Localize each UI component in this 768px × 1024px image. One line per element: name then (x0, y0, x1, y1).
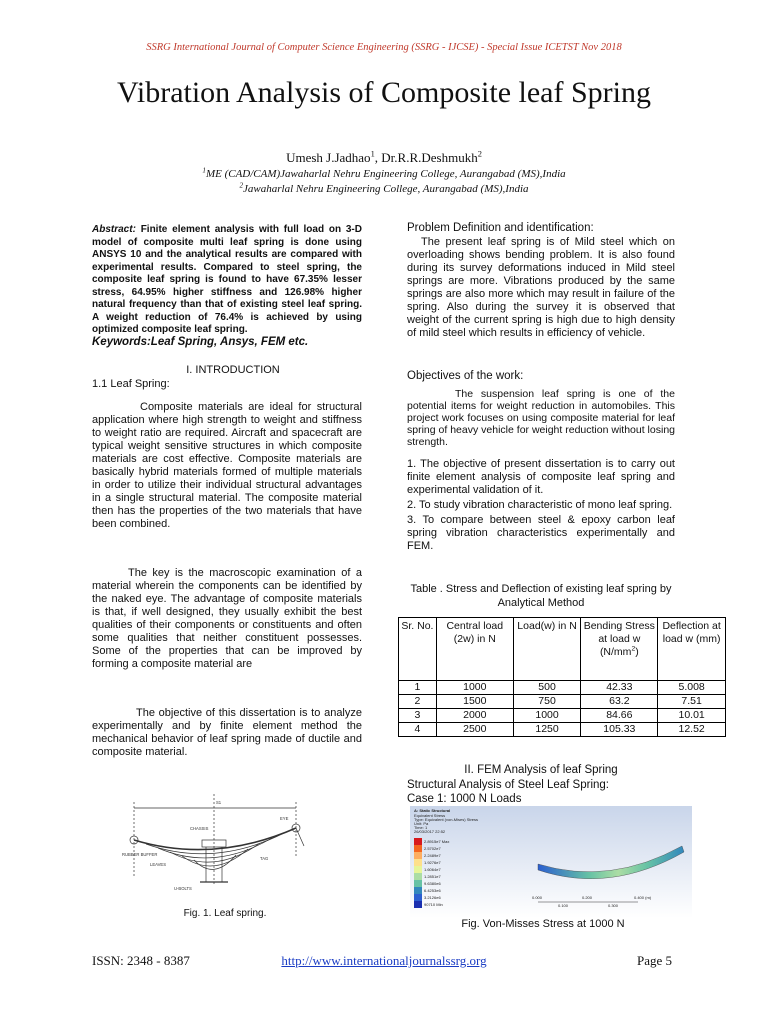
table-cell: 12.52 (658, 723, 726, 737)
affiliation-1-sup: 1 (202, 166, 206, 175)
label-chassis: CHASSIS (190, 826, 209, 831)
fem-subheading-structural: Structural Analysis of Steel Leaf Spring: (407, 779, 609, 791)
ansys-info-line: 26/03/2017 22:52 (414, 829, 446, 834)
author-1-sup: 1 (370, 148, 375, 159)
affiliation-2-sup: 2 (239, 181, 244, 190)
affiliation-2 (0, 183, 768, 195)
legend-label: 90710 Min (424, 902, 443, 907)
table-cell: 1000 (513, 709, 581, 723)
fem-subheadings (407, 778, 609, 806)
objectives-heading: Objectives of the work: (407, 370, 524, 382)
problem-heading: Problem Definition and identification: (407, 222, 594, 234)
author-1: Umesh J.Jadhao (286, 150, 371, 165)
legend-label: 2.5702e7 (424, 846, 441, 851)
legend-label: 3.2126e6 (424, 895, 441, 900)
legend-swatch (414, 838, 422, 845)
objective-item: 3. To compare between steel & epoxy carbon leaf spring vibration characteristics experimentally and FEM. (407, 514, 675, 552)
table-cell: 1500 (436, 695, 513, 709)
legend-label: 2.2489e7 (424, 853, 441, 858)
legend-swatch (414, 859, 422, 866)
fem-subheading-case: Case 1: 1000 N Loads (407, 793, 522, 805)
footer-page-number: Page 5 (636, 953, 672, 968)
section-heading-fem: II. FEM Analysis of leaf Spring (464, 764, 618, 776)
abstract-label: Abstract: (92, 224, 136, 235)
table-cell: 3 (399, 709, 437, 723)
table-cell: 5.008 (658, 681, 726, 695)
legend-swatch (414, 852, 422, 859)
subsection-heading-leaf-spring: 1.1 Leaf Spring: (92, 378, 170, 390)
legend-label: 9.6380e6 (424, 881, 441, 886)
affiliation-1-text: ME (CAD/CAM)Jawaharlal Nehru Engineering College, Aurangabad (MS),India (205, 168, 566, 180)
stress-header-sup: 2 (631, 645, 636, 653)
figure-2-caption: Fig. Von-Misses Stress at 1000 N (461, 918, 625, 930)
legend-swatch (414, 866, 422, 873)
scale-label: 0.400 (m) (634, 895, 652, 900)
keywords: Keywords:Leaf Spring, Ansys, FEM etc. (92, 336, 309, 348)
objective-item: 2. To study vibration characteristic of mono leaf spring. (407, 499, 673, 511)
problem-paragraph: The present leaf spring is of Mild steel which on overloading shows bending problem. It is also found during its survey deformations induced in Mild steel springs are more. Vibrations produced by the same springs are also more which may result in failure of the spring. Also during the survey it is observed that weight of the current spring is high due to high density of mild steel which results in efficiency of vehicle. (407, 236, 675, 339)
leaf-2 (146, 833, 284, 854)
objectives-intro: The suspension leaf spring is one of the potential items for weight reduction in automobiles. This project work focuses on using composite material for leaf spring of heavy vehicle for weight reduction without losing strength. (407, 388, 675, 448)
scale-label: 0.200 (582, 895, 593, 900)
abstract (92, 224, 362, 337)
scale-label: 0.000 (532, 895, 543, 900)
section-heading-introduction: I. INTRODUCTION (186, 364, 280, 376)
label-eye: EYE (280, 816, 289, 821)
table-caption: Table . Stress and Deflection of existing leaf spring by Analytical Method (410, 583, 672, 609)
table-row (399, 681, 726, 695)
table-cell: 42.33 (581, 681, 658, 695)
table-row (399, 695, 726, 709)
ansys-info-line: Type: Equivalent (von-Mises) Stress (414, 817, 479, 822)
leaf-spring-figure (120, 788, 308, 896)
legend-label: 2.8915e7 Max (424, 839, 450, 844)
table-cell: 7.51 (658, 695, 726, 709)
legend-swatch (414, 873, 422, 880)
objectives-list (407, 458, 675, 555)
ansys-stress-figure (410, 806, 692, 918)
table-header-row (399, 618, 726, 681)
ansys-info-line: Unit: Pa (414, 821, 429, 826)
table-row (399, 709, 726, 723)
ansys-info-line: Time: 1 (414, 825, 428, 830)
legend-swatch (414, 894, 422, 901)
legend-swatch (414, 887, 422, 894)
stress-header-close: ) (635, 646, 639, 658)
table-cell: 1 (399, 681, 437, 695)
label-tag: TAG (260, 856, 269, 861)
table-cell: 2500 (436, 723, 513, 737)
table-cell: 84.66 (581, 709, 658, 723)
abstract-text: Finite element analysis with full load on 3-D model of composite multi leaf spring is done using ANSYS 10 and the analytical results are compared with experimental results. Compared to steel spring, the composite leaf spring is found to have 67.35% lesser stress, 64.95% higher stiffness and 126.98% higher natural frequency than that of existing steel leaf spring. A weight reduction of 76.4% is achieved by using optimized composite leaf spring. (92, 224, 362, 335)
intro-paragraph-2: The key is the macroscopic examination of a material wherein the components can be identified by the naked eye. The advantage of composite materials is that, if well designed, they usually exhibit the best qualities of their components or constituents and often some qualities that neither constituent possesses. Some of the properties that can be improved by forming a composite material are (92, 567, 362, 670)
paper-title: Vibration Analysis of Composite leaf Spring (117, 76, 651, 109)
table-header-cell (581, 618, 658, 681)
affiliation-2-text: Jawaharlal Nehru Engineering College, Aurangabad (MS),India (243, 183, 529, 195)
journal-header: SSRG International Journal of Computer Science Engineering (SSRG - IJCSE) - Special Issue ICETST Nov 2018 (146, 42, 622, 53)
footer-url-link[interactable]: http://www.internationaljournalssrg.org (281, 953, 487, 968)
stress-header-text: Bending Stress at load w (N/mm (583, 620, 655, 658)
authors (0, 150, 768, 166)
intro-paragraph-1: Composite materials are ideal for structural application where high strength to weight and stiffness to weight ratio are required. Aircraft and spacecraft are typical weight sensitive structures in which composite materials are cost effective. Composite materials are basically hybrid materials formed of multiple materials in order to utilize their individual structural advantages in a single structural material. The composite material then has the properties of the two materials that have been combined. (92, 401, 362, 530)
table-header-cell: Deflection at load w (mm) (658, 618, 726, 681)
author-2: , Dr.R.R.Deshmukh (374, 150, 478, 165)
ansys-info-line: Equivalent Stress (414, 813, 446, 818)
label-u-bolt: U-BOLTS (174, 886, 192, 891)
legend-label: 1.9276e7 (424, 860, 441, 865)
label-rubber-buffer: RUBBER BUFFER (122, 852, 158, 857)
affiliation-1 (0, 168, 768, 180)
table-cell: 1250 (513, 723, 581, 737)
legend-swatch (414, 880, 422, 887)
table-row (399, 723, 726, 737)
table-cell: 63.2 (581, 695, 658, 709)
ansys-title: A: Static Structural (414, 808, 451, 813)
figure-1-caption: Fig. 1. Leaf spring. (183, 908, 267, 919)
intro-paragraph-3: The objective of this dissertation is to analyze experimentally and by finite element method the mechanical behavior of leaf spring made of ductile and composite material. (92, 707, 362, 758)
legend-label: 1.2851e7 (424, 874, 441, 879)
legend-label: 1.6064e7 (424, 867, 441, 872)
legend-swatch (414, 901, 422, 908)
scale-label: 0.300 (608, 903, 619, 908)
table-cell: 2 (399, 695, 437, 709)
table-header-cell: Sr. No. (399, 618, 437, 681)
table-header-cell: Load(w) in N (513, 618, 581, 681)
table-cell: 500 (513, 681, 581, 695)
scale-label: 0.100 (558, 903, 569, 908)
table-cell: 2000 (436, 709, 513, 723)
label-s1: S1 (216, 800, 222, 805)
stress-deflection-table (398, 617, 726, 737)
shackle (296, 828, 304, 846)
table-cell: 4 (399, 723, 437, 737)
table-header-cell: Central load (2w) in N (436, 618, 513, 681)
label-leaves: LEAVES (150, 862, 166, 867)
objective-item: 1. The objective of present dissertation is to carry out finite element analysis of composite leaf spring and experimental validation of it. (407, 458, 675, 496)
author-2-sup: 2 (477, 148, 482, 159)
table-cell: 750 (513, 695, 581, 709)
table-cell: 105.33 (581, 723, 658, 737)
table-cell: 1000 (436, 681, 513, 695)
legend-label: 6.4253e6 (424, 888, 441, 893)
footer-issn: ISSN: 2348 - 8387 (92, 953, 190, 968)
table-cell: 10.01 (658, 709, 726, 723)
legend-swatch (414, 845, 422, 852)
